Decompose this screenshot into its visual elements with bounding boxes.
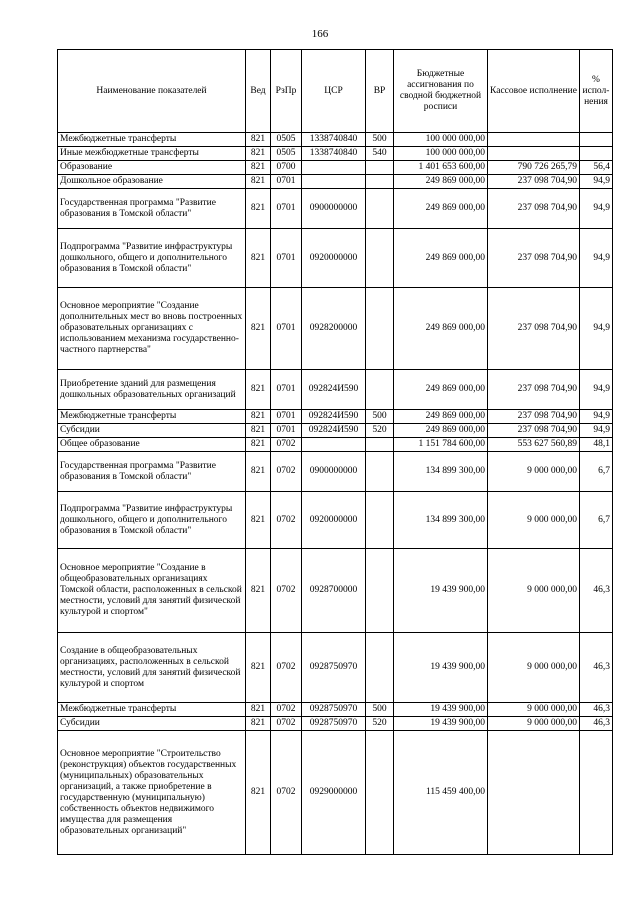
table-row (58, 492, 613, 549)
cell-name: Дошкольное образование (58, 175, 246, 189)
cell-ved: 821 (246, 288, 271, 370)
cell-name: Основное мероприятие "Создание дополнительных мест во вновь построенных образовательных организациях с использованием механизма государственно-частного партнерства" (58, 288, 246, 370)
page-number: 166 (311, 28, 329, 40)
header-percent: % испол-нения (580, 50, 613, 133)
header-ved: Вед (246, 50, 271, 133)
cell-cash: 237 098 704,90 (488, 189, 580, 229)
cell-percent: 46,3 (580, 703, 613, 717)
header-csr: ЦСР (302, 50, 366, 133)
header-rzpr: РзПр (271, 50, 302, 133)
cell-percent: 56,4 (580, 161, 613, 175)
cell-name: Основное мероприятие "Строительство (реконструкция) объектов государственных (муниципальных) образовательных организаций, а также приобретение в государственную (муниципальную) собственность объектов недвижимого имущества для размещения образовательных организаций" (58, 731, 246, 855)
cell-ved: 821 (246, 438, 271, 452)
cell-csr: 1338740840 (302, 147, 366, 161)
cell-ved: 821 (246, 549, 271, 633)
cell-name: Создание в общеобразовательных организациях, расположенных в сельской местности, условий для занятий физической культурой и спортом (58, 633, 246, 703)
budget-table (57, 49, 613, 855)
cell-csr: 092824И590 (302, 370, 366, 410)
table-row (58, 288, 613, 370)
cell-budget: 249 869 000,00 (394, 175, 488, 189)
cell-cash (488, 147, 580, 161)
cell-ved: 821 (246, 370, 271, 410)
cell-csr: 0928200000 (302, 288, 366, 370)
cell-vr (366, 161, 394, 175)
cell-budget: 134 899 300,00 (394, 492, 488, 549)
cell-ved: 821 (246, 161, 271, 175)
cell-percent: 94,9 (580, 229, 613, 288)
cell-cash: 553 627 560,89 (488, 438, 580, 452)
cell-percent: 6,7 (580, 452, 613, 492)
cell-percent: 46,3 (580, 717, 613, 731)
cell-percent: 94,9 (580, 370, 613, 410)
cell-ved: 821 (246, 731, 271, 855)
table-row (58, 133, 613, 147)
cell-rzpr: 0702 (271, 717, 302, 731)
cell-csr (302, 175, 366, 189)
cell-cash: 237 098 704,90 (488, 288, 580, 370)
table-row (58, 452, 613, 492)
cell-vr (366, 549, 394, 633)
cell-budget: 19 439 900,00 (394, 549, 488, 633)
cell-vr (366, 229, 394, 288)
cell-budget: 1 151 784 600,00 (394, 438, 488, 452)
cell-budget: 19 439 900,00 (394, 717, 488, 731)
cell-rzpr: 0505 (271, 147, 302, 161)
cell-csr: 0928750970 (302, 717, 366, 731)
cell-vr (366, 438, 394, 452)
cell-budget: 249 869 000,00 (394, 189, 488, 229)
cell-csr: 0928700000 (302, 549, 366, 633)
cell-ved: 821 (246, 229, 271, 288)
table-row (58, 370, 613, 410)
cell-ved: 821 (246, 717, 271, 731)
cell-ved: 821 (246, 452, 271, 492)
cell-csr: 0929000000 (302, 731, 366, 855)
table-row (58, 438, 613, 452)
cell-vr: 500 (366, 410, 394, 424)
cell-csr: 0928750970 (302, 703, 366, 717)
table-row (58, 175, 613, 189)
cell-rzpr: 0701 (271, 175, 302, 189)
cell-name: Межбюджетные трансферты (58, 703, 246, 717)
cell-percent: 94,9 (580, 189, 613, 229)
cell-csr: 0920000000 (302, 492, 366, 549)
cell-ved: 821 (246, 189, 271, 229)
cell-rzpr: 0702 (271, 452, 302, 492)
cell-cash: 9 000 000,00 (488, 633, 580, 703)
cell-ved: 821 (246, 147, 271, 161)
cell-percent (580, 731, 613, 855)
cell-budget: 249 869 000,00 (394, 288, 488, 370)
cell-budget: 249 869 000,00 (394, 410, 488, 424)
cell-ved: 821 (246, 633, 271, 703)
cell-percent: 94,9 (580, 288, 613, 370)
cell-name: Государственная программа "Развитие образования в Томской области" (58, 452, 246, 492)
cell-percent: 94,9 (580, 410, 613, 424)
cell-budget: 249 869 000,00 (394, 229, 488, 288)
cell-budget: 19 439 900,00 (394, 703, 488, 717)
cell-percent: 6,7 (580, 492, 613, 549)
cell-vr: 540 (366, 147, 394, 161)
cell-csr (302, 438, 366, 452)
cell-vr (366, 189, 394, 229)
cell-csr: 0900000000 (302, 452, 366, 492)
cell-cash (488, 133, 580, 147)
cell-rzpr: 0505 (271, 133, 302, 147)
cell-cash: 9 000 000,00 (488, 703, 580, 717)
cell-csr: 1338740840 (302, 133, 366, 147)
cell-rzpr: 0701 (271, 229, 302, 288)
table-row (58, 229, 613, 288)
cell-name: Межбюджетные трансферты (58, 133, 246, 147)
cell-rzpr: 0701 (271, 288, 302, 370)
cell-rzpr: 0701 (271, 424, 302, 438)
cell-cash (488, 731, 580, 855)
header-budget: Бюджетные ассигнования по сводной бюджетной росписи (394, 50, 488, 133)
cell-rzpr: 0702 (271, 438, 302, 452)
cell-csr: 0928750970 (302, 633, 366, 703)
cell-ved: 821 (246, 175, 271, 189)
cell-vr: 520 (366, 717, 394, 731)
cell-name: Образование (58, 161, 246, 175)
cell-name: Приобретение зданий для размещения дошкольных образовательных организаций (58, 370, 246, 410)
cell-vr (366, 492, 394, 549)
cell-csr: 0900000000 (302, 189, 366, 229)
cell-name: Подпрограмма "Развитие инфраструктуры дошкольного, общего и дополнительного образования в Томской области" (58, 229, 246, 288)
cell-rzpr: 0702 (271, 731, 302, 855)
cell-ved: 821 (246, 133, 271, 147)
cell-cash: 237 098 704,90 (488, 370, 580, 410)
cell-percent: 94,9 (580, 175, 613, 189)
table-row (58, 424, 613, 438)
cell-budget: 100 000 000,00 (394, 133, 488, 147)
cell-rzpr: 0702 (271, 633, 302, 703)
table-row (58, 731, 613, 855)
cell-rzpr: 0702 (271, 492, 302, 549)
table-row (58, 189, 613, 229)
header-name: Наименование показателей (58, 50, 246, 133)
cell-cash: 9 000 000,00 (488, 717, 580, 731)
cell-budget: 100 000 000,00 (394, 147, 488, 161)
cell-percent: 48,1 (580, 438, 613, 452)
cell-name: Межбюджетные трансферты (58, 410, 246, 424)
cell-budget: 134 899 300,00 (394, 452, 488, 492)
header-cash: Кассовое исполнение (488, 50, 580, 133)
cell-budget: 19 439 900,00 (394, 633, 488, 703)
cell-budget: 249 869 000,00 (394, 424, 488, 438)
cell-name: Основное мероприятие "Создание в общеобразовательных организациях Томской области, расположенных в сельской местности, условий для занятий физической культурой и спортом" (58, 549, 246, 633)
cell-rzpr: 0702 (271, 549, 302, 633)
table-row (58, 703, 613, 717)
cell-budget: 1 401 653 600,00 (394, 161, 488, 175)
cell-name: Общее образование (58, 438, 246, 452)
cell-budget: 249 869 000,00 (394, 370, 488, 410)
header-vr: ВР (366, 50, 394, 133)
table-row (58, 633, 613, 703)
cell-vr: 520 (366, 424, 394, 438)
cell-cash: 237 098 704,90 (488, 229, 580, 288)
cell-vr (366, 731, 394, 855)
cell-percent: 46,3 (580, 633, 613, 703)
cell-cash: 237 098 704,90 (488, 410, 580, 424)
cell-vr: 500 (366, 133, 394, 147)
cell-cash: 237 098 704,90 (488, 175, 580, 189)
cell-ved: 821 (246, 703, 271, 717)
cell-cash: 9 000 000,00 (488, 492, 580, 549)
cell-name: Подпрограмма "Развитие инфраструктуры дошкольного, общего и дополнительного образования в Томской области" (58, 492, 246, 549)
table-row (58, 549, 613, 633)
cell-ved: 821 (246, 424, 271, 438)
cell-csr: 0920000000 (302, 229, 366, 288)
table-row (58, 161, 613, 175)
cell-cash: 9 000 000,00 (488, 549, 580, 633)
table-row (58, 410, 613, 424)
cell-rzpr: 0701 (271, 410, 302, 424)
cell-ved: 821 (246, 410, 271, 424)
cell-rzpr: 0701 (271, 189, 302, 229)
table-header-row (58, 50, 613, 133)
table-row (58, 147, 613, 161)
cell-percent (580, 147, 613, 161)
cell-name: Иные межбюджетные трансферты (58, 147, 246, 161)
cell-budget: 115 459 400,00 (394, 731, 488, 855)
cell-cash: 9 000 000,00 (488, 452, 580, 492)
cell-ved: 821 (246, 492, 271, 549)
cell-percent: 46,3 (580, 549, 613, 633)
cell-cash: 790 726 265,79 (488, 161, 580, 175)
cell-percent (580, 133, 613, 147)
cell-cash: 237 098 704,90 (488, 424, 580, 438)
cell-csr: 092824И590 (302, 410, 366, 424)
cell-csr: 092824И590 (302, 424, 366, 438)
cell-csr (302, 161, 366, 175)
cell-percent: 94,9 (580, 424, 613, 438)
cell-vr (366, 633, 394, 703)
cell-rzpr: 0700 (271, 161, 302, 175)
cell-vr: 500 (366, 703, 394, 717)
cell-name: Государственная программа "Развитие образования в Томской области" (58, 189, 246, 229)
cell-vr (366, 370, 394, 410)
table-row (58, 717, 613, 731)
cell-vr (366, 452, 394, 492)
cell-rzpr: 0702 (271, 703, 302, 717)
cell-vr (366, 288, 394, 370)
cell-vr (366, 175, 394, 189)
cell-rzpr: 0701 (271, 370, 302, 410)
cell-name: Субсидии (58, 717, 246, 731)
cell-name: Субсидии (58, 424, 246, 438)
